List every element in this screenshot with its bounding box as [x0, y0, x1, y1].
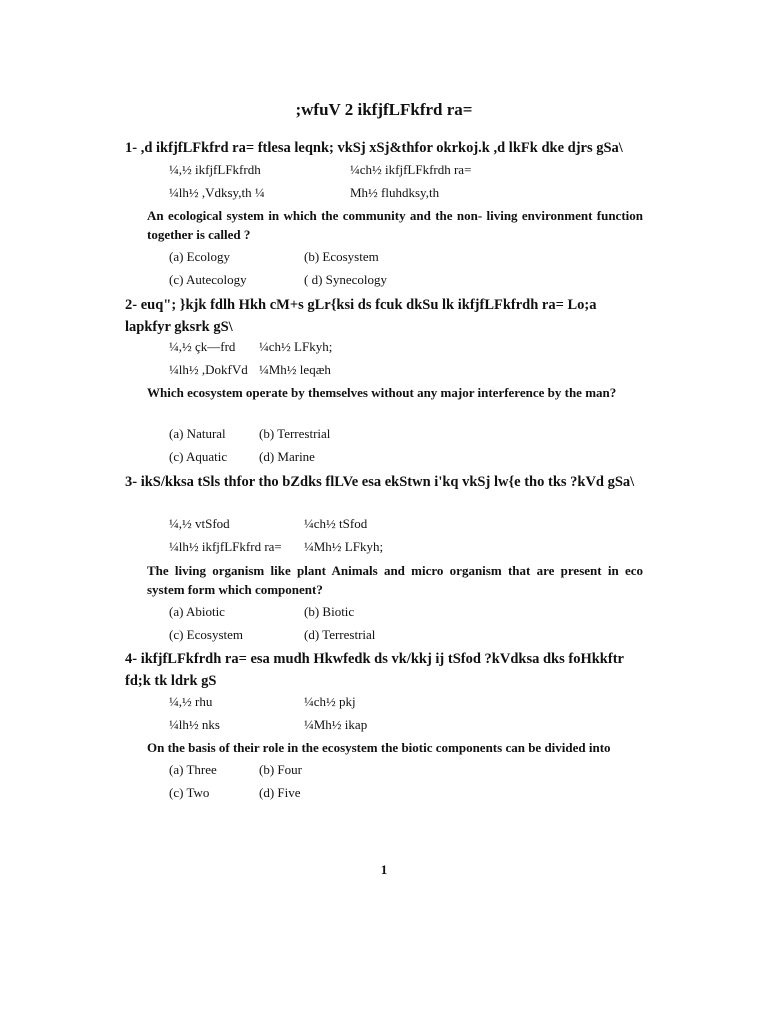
q1-option-b: (b) Ecosystem: [304, 249, 379, 264]
q3-option-a: (a) Abiotic: [169, 604, 225, 619]
q2-option-d: (d) Marine: [259, 449, 315, 464]
q4-hindi-option-d: ¼Mh½ ikap: [304, 717, 368, 732]
q3-option-d: (d) Terrestrial: [304, 627, 376, 642]
question-4-hindi: 4- ikfjfLFkfrdh ra= esa mudh Hkwfedk ds vk/kkj ij tSfod ?kVdksa dks foHkkftr fd;k tk ldrk gS: [125, 651, 624, 689]
q2-hindi-option-a: ¼,½ çk—frd: [169, 339, 236, 354]
q2-hindi-option-c: ¼lh½ ,DokfVd: [169, 362, 248, 377]
q1-hindi-option-b: ¼ch½ ikfjfLFkfrdh ra=: [350, 162, 472, 177]
q1-hindi-option-d: Mh½ fluhdksy,th: [350, 185, 440, 200]
q1-option-a: (a) Ecology: [169, 249, 231, 264]
q1-hindi-option-a: ¼,½ ikfjfLFkfrdh: [169, 162, 261, 177]
q3-hindi-option-a: ¼,½ vtSfod: [169, 516, 230, 531]
question-2-english: Which ecosystem operate by themselves without any major interference by the man?: [147, 385, 617, 400]
q4-option-b: (b) Four: [259, 762, 302, 777]
question-3-english: The living organism like plant Animals and micro organism that are present in eco system form which component?: [147, 563, 643, 597]
q4-hindi-option-b: ¼ch½ pkj: [304, 694, 356, 709]
page-number: 1: [380, 862, 388, 877]
q4-option-a: (a) Three: [169, 762, 217, 777]
q1-option-d: ( d) Synecology: [304, 272, 388, 287]
q3-option-b: (b) Biotic: [304, 604, 355, 619]
q3-hindi-option-c: ¼lh½ ikfjfLFkfrd ra=: [169, 539, 282, 554]
q2-option-a: (a) Natural: [169, 426, 226, 441]
question-3-hindi: 3- ikS/kksa tSls thfor tho bZdks flLVe esa ekStwn i'kq vkSj lw{e tho tks ?kVd gSa\: [125, 474, 635, 490]
q2-hindi-option-b: ¼ch½ LFkyh;: [259, 339, 333, 354]
q1-hindi-option-c: ¼lh½ ,Vdksy,th ¼: [169, 185, 265, 200]
q4-hindi-option-c: ¼lh½ nks: [169, 717, 220, 732]
q4-option-c: (c) Two: [169, 785, 210, 800]
q1-option-c: (c) Autecology: [169, 272, 247, 287]
question-1-english: An ecological system in which the community and the non- living environment function together is called ?: [147, 208, 643, 242]
question-1-hindi: 1- ,d ikfjfLFkfrd ra= ftlesa leqnk; vkSj xSj&thfor okrkoj.k ,d lkFk dke djrs gSa\: [125, 140, 623, 156]
q3-hindi-option-d: ¼Mh½ LFkyh;: [304, 539, 384, 554]
question-2-hindi: 2- euq"; }kjk fdlh Hkh cM+s gLr{ksi ds fcuk dkSu lk ikfjfLFkfrdh ra= Lo;a lapkfyr gksrk gS\: [125, 297, 597, 335]
q4-option-d: (d) Five: [259, 785, 301, 800]
q3-option-c: (c) Ecosystem: [169, 627, 244, 642]
q2-option-c: (c) Aquatic: [169, 449, 228, 464]
q2-option-b: (b) Terrestrial: [259, 426, 331, 441]
q2-hindi-option-d: ¼Mh½ leqæh: [259, 362, 331, 377]
question-4-english: On the basis of their role in the ecosystem the biotic components can be divided into: [147, 740, 611, 755]
q4-hindi-option-a: ¼,½ rhu: [169, 694, 213, 709]
q3-hindi-option-b: ¼ch½ tSfod: [304, 516, 368, 531]
page-title: ;wfuV 2 ikfjfLFkfrd ra=: [295, 100, 473, 119]
